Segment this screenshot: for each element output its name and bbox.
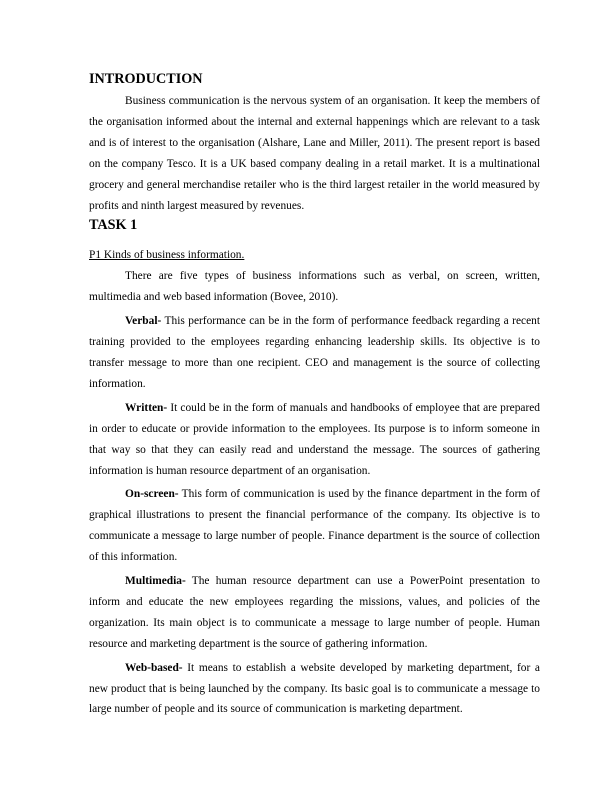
- introduction-heading: INTRODUCTION: [89, 71, 203, 87]
- task-1-heading: TASK 1: [89, 217, 138, 234]
- document-page: [89, 70, 540, 720]
- on-screen-text: This form of communication is used by the finance department in the form of graphical illustrations to present the financial performance of the company. Its objective is to communicate a message to large number of people. Finance department is the source of collection of this information.: [89, 488, 540, 564]
- introduction-paragraph: Business communication is the nervous system of an organisation. It keep the members of the organisation informed about the internal and external happenings which are relevant to a task and is of interest to the organisation (Alshare, Lane and Miller, 2011). The present report is based on the company Tesco. It is a UK based company dealing in a retail market. It is a multinational grocery and general merchandise retailer who is the third largest retailer in the world measured by profits and ninth largest measured by revenues.: [89, 95, 540, 212]
- written-text: It could be in the form of manuals and handbooks of employee that are prepared in order to educate or provide information to the employees. Its purpose is to inform someone in that way so that they can easily read and understand the message. The sources of gathering information is human resource department of an organisation.: [89, 401, 540, 477]
- information-types-paragraph: There are five types of business informations such as verbal, on screen, written, multimedia and web based information (Bovee, 2010).: [89, 270, 540, 304]
- on-screen-paragraph: [89, 484, 540, 568]
- written-paragraph: [89, 398, 540, 482]
- web-based-text: It means to establish a website developed by marketing department, for a new product that is being launched by the company. Its basic goal is to communicate a message to large number of people and its source of communication is marketing department.: [89, 661, 540, 716]
- multimedia-text: The human resource department can use a PowerPoint presentation to inform and educate the new employees regarding the missions, values, and policies of the organization. Its main object is to communicate a message to large number of people. Human resource and marketing department is the source of gathering information.: [89, 575, 540, 650]
- web-based-paragraph: [89, 658, 540, 721]
- multimedia-term: Multimedia-: [125, 575, 186, 588]
- on-screen-term: On-screen-: [125, 488, 179, 501]
- multimedia-paragraph: [89, 571, 540, 655]
- written-term: Written-: [125, 401, 168, 414]
- web-based-term: Web-based-: [125, 661, 183, 674]
- p1-subheading: P1 Kinds of business information.: [89, 249, 245, 262]
- verbal-paragraph: [89, 311, 540, 395]
- verbal-term: Verbal-: [125, 315, 162, 328]
- verbal-text: This performance can be in the form of performance feedback regarding a recent training provided to the employees regarding enhancing leadership skills. Its objective is to transfer message to more than one recipient. CEO and management is the source of collecting information.: [89, 315, 540, 390]
